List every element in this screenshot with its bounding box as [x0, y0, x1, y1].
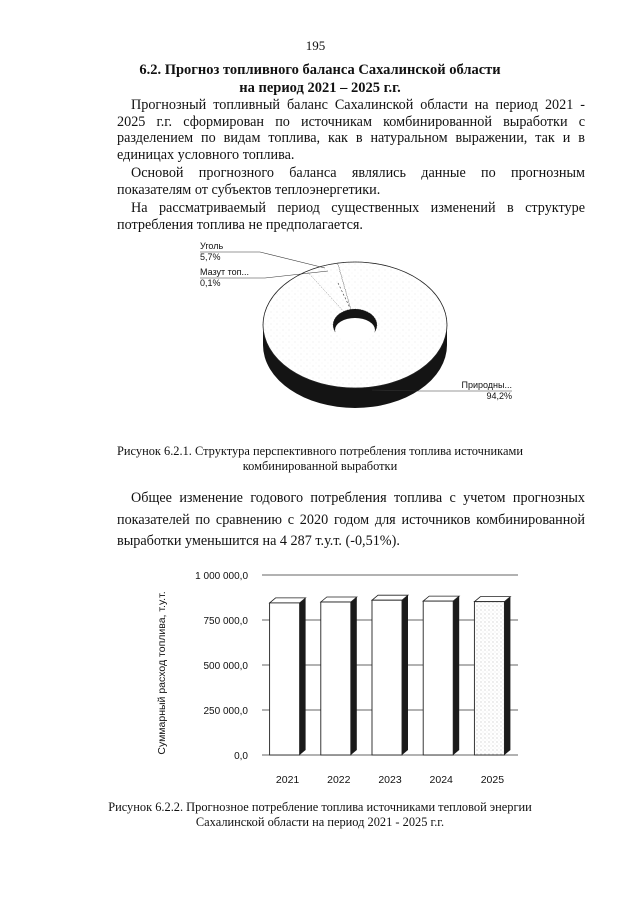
pie-label: Природны... [461, 380, 512, 390]
y-tick-label: 750 000,0 [203, 616, 248, 627]
x-tick-label: 2024 [429, 774, 453, 786]
figure-2-caption: Рисунок 6.2.2. Прогнозное потребление топлива источниками тепловой энергии Сахалинской области на период 2021 - 2025 г.г. [108, 800, 532, 829]
bar [372, 600, 402, 755]
pie-label: Мазут топ... [200, 267, 250, 277]
bar-top [270, 598, 306, 603]
bar [321, 602, 351, 755]
y-tick-label: 500 000,0 [203, 661, 248, 672]
bar [423, 601, 453, 755]
bar-top [372, 595, 408, 600]
pie-label: Уголь [200, 241, 224, 251]
fuel-structure-donut-chart [0, 238, 631, 438]
section-heading [60, 61, 580, 97]
bar-top [423, 596, 459, 601]
bar-side [504, 597, 510, 755]
bar-top [321, 597, 357, 602]
paragraph-total-change: Общее изменение годового потребления топлива с учетом прогнозных показателей по сравнению с 2020 годом для источников комбинированной выработки уменьшится на 4 287 т.у.т. (-0,51%). [117, 490, 585, 549]
y-tick-label: 0,0 [234, 751, 248, 762]
bar-side [453, 596, 459, 755]
y-tick-label: 1 000 000,0 [195, 571, 248, 582]
x-tick-label: 2021 [275, 774, 300, 786]
paragraph-basis: Основой прогнозного баланса являлись данные по прогнозным показателям от субъектов теплоэнергетики. [117, 165, 585, 198]
donut-hole-inner [335, 318, 375, 342]
x-tick-label: 2022 [327, 774, 351, 786]
page-number: 195 [305, 38, 326, 53]
bar-side [300, 598, 306, 755]
fuel-consumption-bar-chart [0, 565, 631, 790]
pie-value-label: 5,7% [200, 252, 221, 262]
pie-value-label: 0,1% [200, 278, 221, 288]
section-heading-line1: 6.2. Прогноз топливного баланса Сахалинской области [139, 62, 501, 78]
paragraph-no-changes: На рассматриваемый период существенных изменений в структуре потребления топлива не предполагается. [117, 200, 585, 233]
figure-1-caption: Рисунок 6.2.1. Структура перспективного потребления топлива источниками комбинированной выработки [117, 444, 523, 473]
paragraph-forecast-balance: Прогнозный топливный баланс Сахалинской области на период 2021 - 2025 г.г. сформирован по источникам комбинированной выработки с разделением по видам топлива, как в натуральном выражении, так и в единицах условного топлива. [117, 97, 585, 163]
bar-side [351, 597, 357, 755]
x-tick-label: 2023 [378, 774, 402, 786]
pie-value-label: 94,2% [486, 391, 512, 401]
section-heading-line2: на период 2021 – 2025 г.г. [239, 80, 401, 96]
bar [270, 603, 300, 755]
y-tick-label: 250 000,0 [203, 706, 248, 717]
bar-side [402, 595, 408, 755]
bar [474, 602, 504, 755]
bar-top [474, 597, 510, 602]
y-axis-label: Суммарный расход топлива, т.у.т. [156, 591, 168, 755]
x-tick-label: 2025 [480, 774, 505, 786]
